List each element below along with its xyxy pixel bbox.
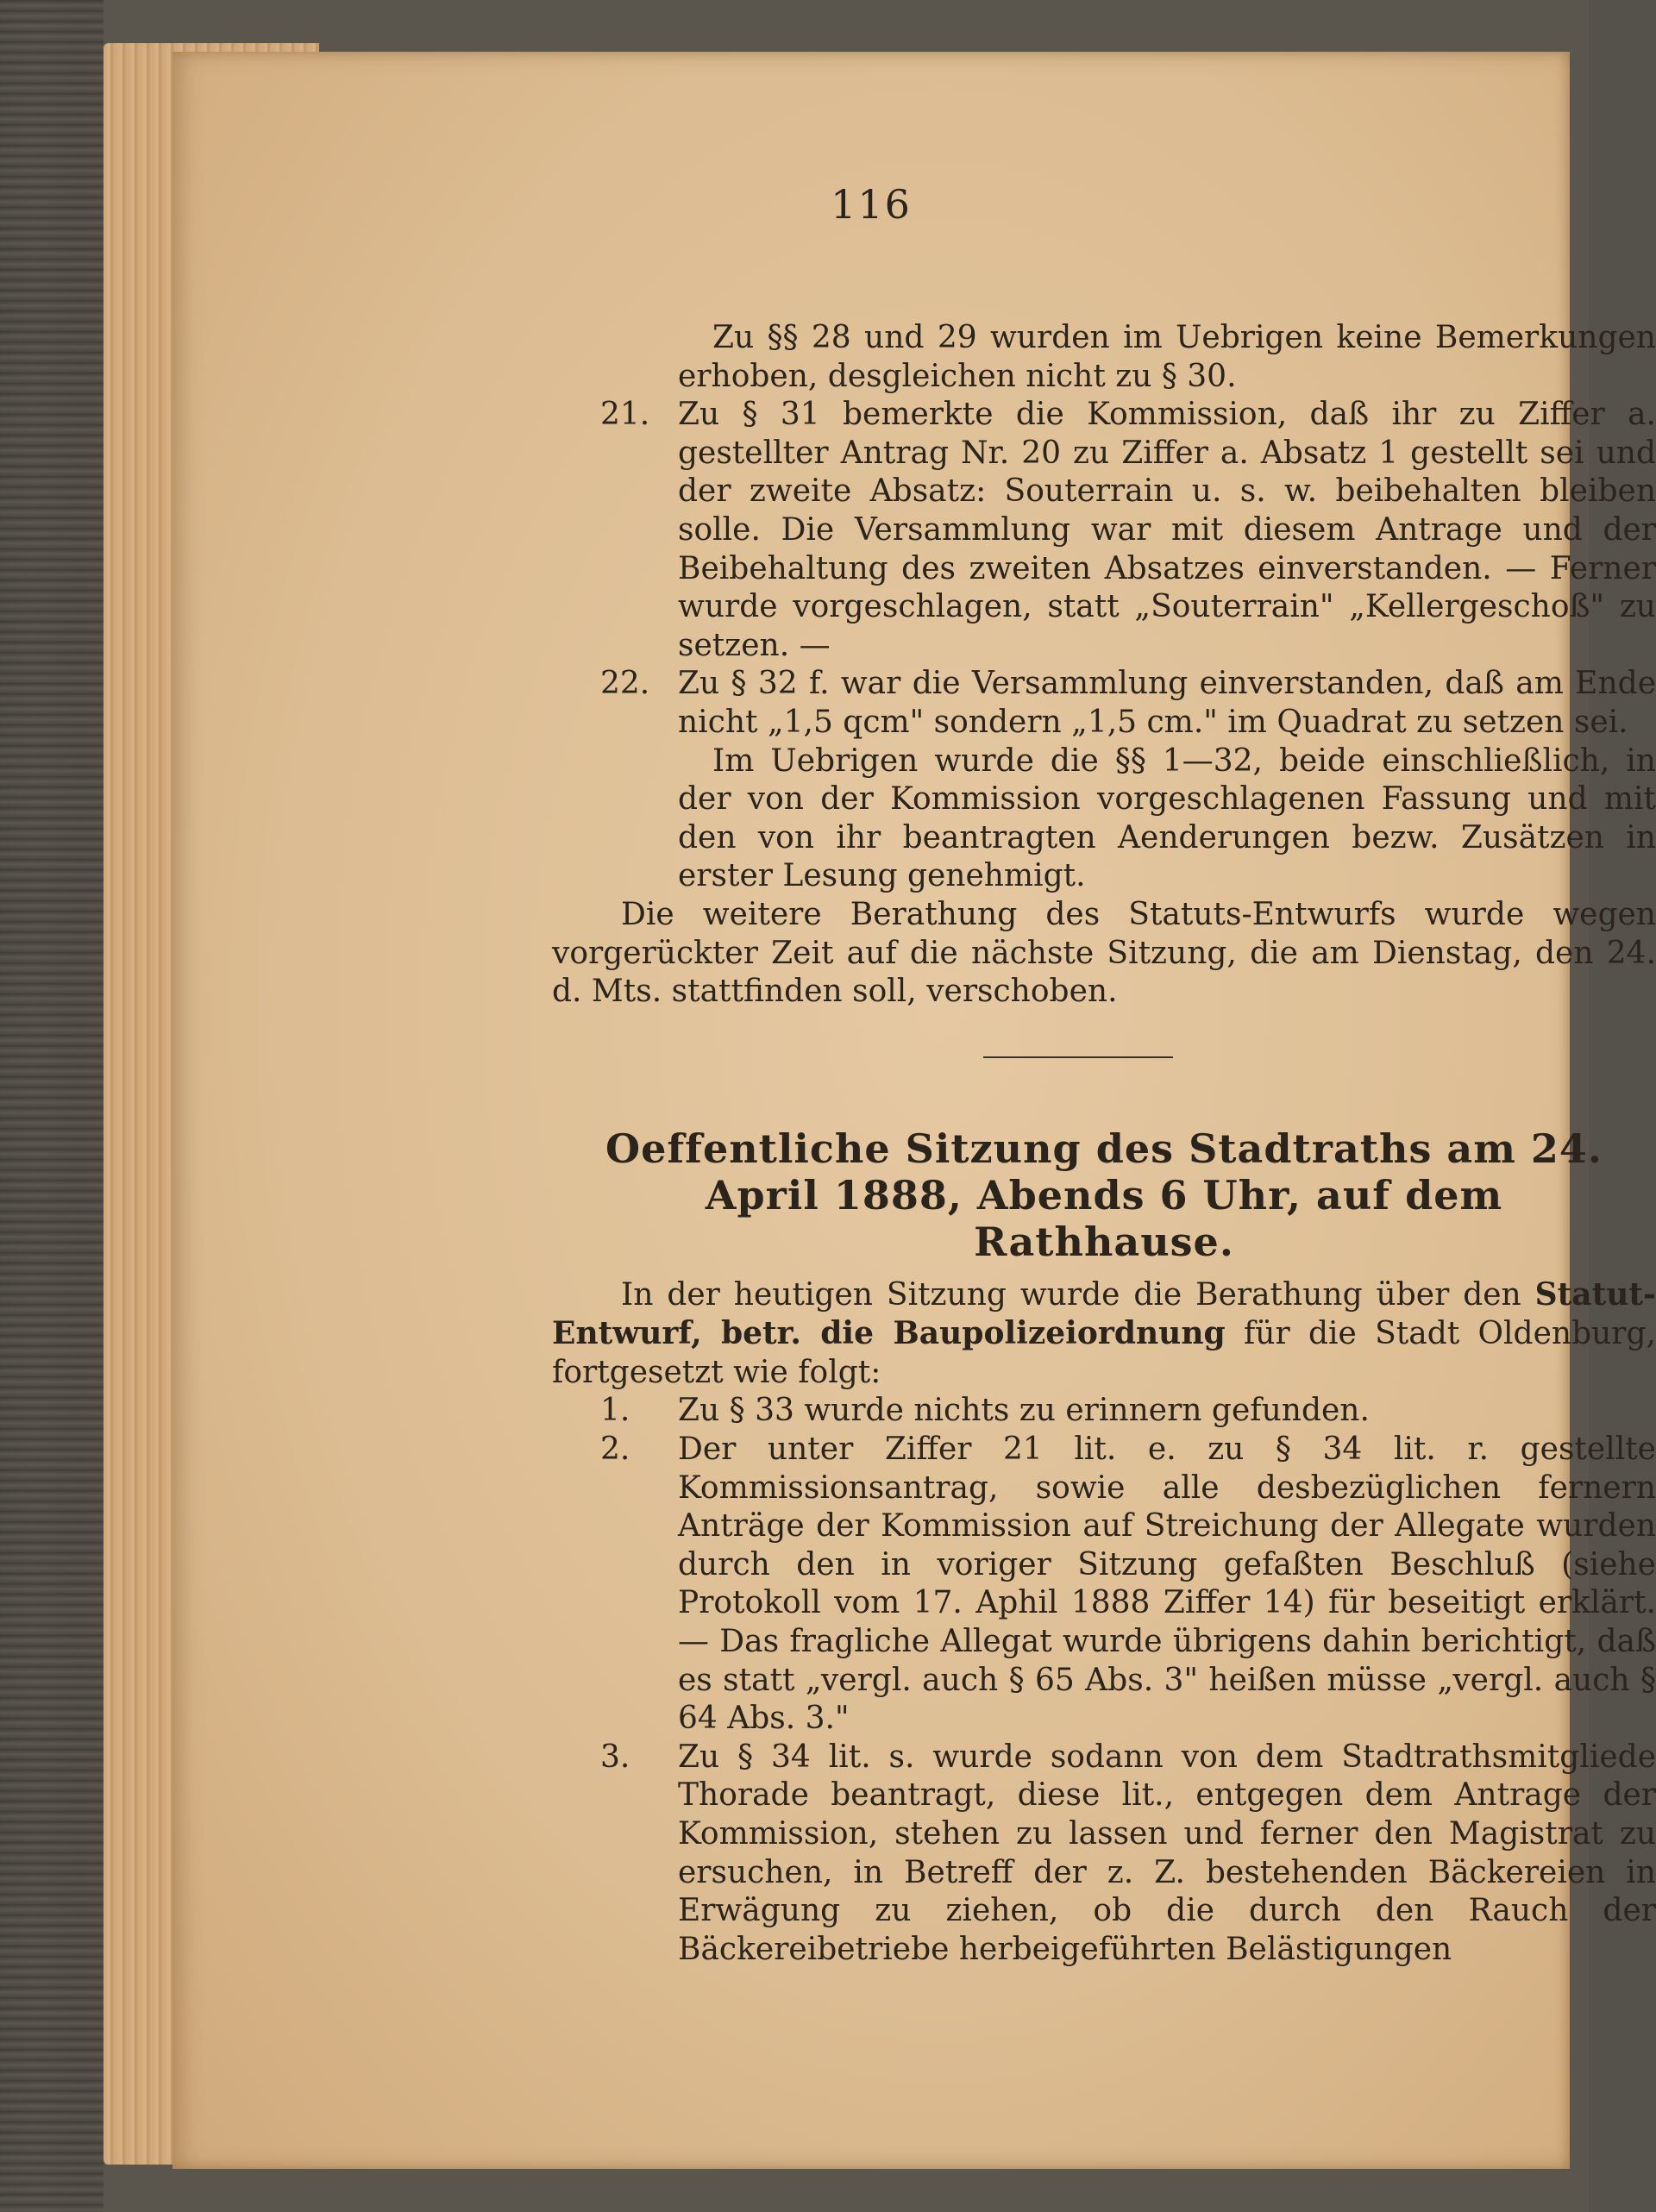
section2-heading [552, 1125, 1656, 1265]
intro-part-2: für die Stadt Oldenburg, fortgesetzt wie folgt: [552, 1316, 1656, 1390]
section2-item-3 [552, 1739, 1656, 1970]
section1-intro: Zu §§ 28 und 29 wurden im Uebrigen keine Bemerkungen erhoben, desgleichen nicht zu § 30. [678, 320, 1656, 394]
page-content [552, 319, 1656, 1969]
page-number: 116 [831, 181, 912, 228]
item-number: 1. [600, 1393, 630, 1429]
item-number: 21. [600, 397, 650, 433]
book-binding [0, 0, 104, 2212]
section1-summary: Im Uebrigen wurde die §§ 1—32, beide einschließlich, in der von der Kommission vorgeschlagenen Fassung und mit den von ihr beantragten Aenderungen bezw. Zusätzen in erster Lesung genehmigt. [678, 743, 1656, 894]
heading-line-1: Oeffentliche Sitzung des Stadtraths am 24. [605, 1125, 1603, 1172]
section2-intro [552, 1275, 1656, 1393]
section1-item-22 [552, 665, 1656, 742]
item-number: 22. [600, 666, 650, 702]
section1-closing: Die weitere Berathung des Statuts-Entwurfs wurde wegen vorgerückter Zeit auf die nächste Sitzung, die am Dienstag, den 24. d. Mts. stattfinden soll, verschoben. [552, 896, 1656, 1010]
item-number: 2. [600, 1432, 630, 1468]
item-text: Zu § 34 lit. s. wurde sodann von dem Stadtrathsmitgliede Thorade beantragt, diese lit., entgegen dem Antrage der Kommission, stehen zu lassen und ferner den Magistrat zu ersuchen, in Betreff der z. Z. bestehenden Bäckereien in Erwägung zu ziehen, ob die durch den Rauch der Bäckereibetriebe herbeigeführten Belästigungen [678, 1739, 1656, 1967]
intro-bold-title: Statut-Entwurf, betr. die Baupolizeiordnung [552, 1275, 1656, 1352]
section-divider [983, 1056, 1173, 1058]
item-text: Zu § 31 bemerkte die Kommission, daß ihr zu Ziffer a. gestellter Antrag Nr. 20 zu Ziffer a. Absatz 1 gestellt sei und der zweite Absatz: Souterrain u. s. w. beibehalten bleiben solle. Die Versammlung war mit diesem Antrage und der Beibehaltung des zweiten Absatzes einverstanden. — Ferner wurde vorgeschlagen, statt „Souterrain" „Kellergeschoß" zu setzen. — [678, 397, 1656, 663]
book-page [172, 52, 1656, 2169]
item-text: Zu § 32 f. war die Versammlung einverstanden, daß am Ende nicht „1,5 qcm" sondern „1,5 cm." im Quadrat zu setzen sei. [678, 666, 1656, 740]
section2-item-2 [552, 1431, 1656, 1739]
heading-line-2: April 1888, Abends 6 Uhr, auf dem [705, 1171, 1503, 1219]
intro-part-1: In der heutigen Sitzung wurde die Berathung über den [621, 1276, 1521, 1313]
item-text: Der unter Ziffer 21 lit. e. zu § 34 lit. r. gestellte Kommissionsantrag, sowie alle desbezüglichen fernern Anträge der Kommission auf Streichung der Allegate wurden durch den in voriger Sitzung gefaßten Beschluß (siehe Protokoll vom 17. Aphil 1888 Ziffer 14) für beseitigt erklärt. — Das fragliche Allegat wurde übrigens dahin berichtigt, daß es statt „vergl. auch § 65 Abs. 3" heißen müsse „vergl. auch § 64 Abs. 3." [678, 1432, 1656, 1737]
section2-item-1 [552, 1392, 1656, 1431]
item-text: Zu § 33 wurde nichts zu erinnern gefunden. [678, 1393, 1370, 1429]
section1-item-21 [552, 396, 1656, 665]
heading-line-3: Rathhause. [974, 1218, 1234, 1265]
item-number: 3. [600, 1739, 630, 1775]
